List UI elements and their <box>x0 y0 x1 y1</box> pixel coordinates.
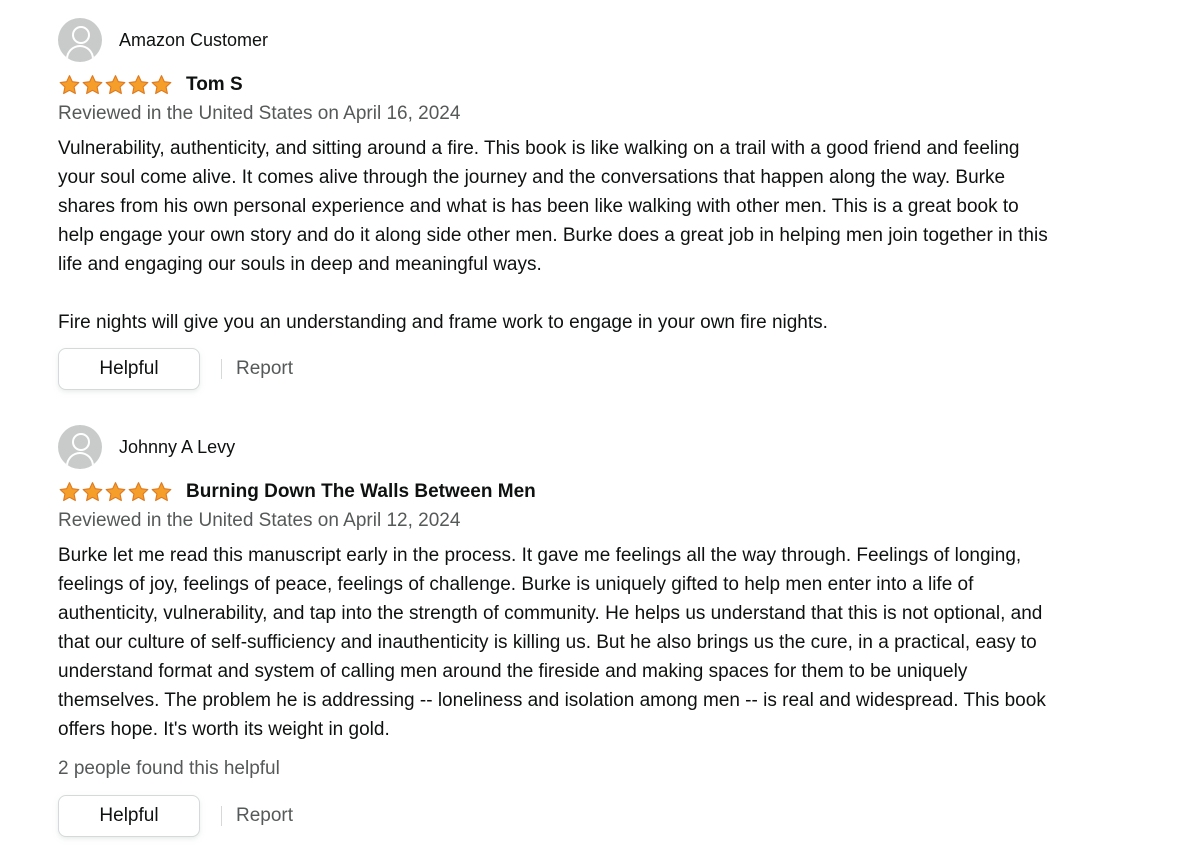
star-icon <box>150 74 173 96</box>
review-paragraph: Fire nights will give you an understanding and frame work to engage in your own fire nights. <box>58 312 828 333</box>
review-paragraph: Vulnerability, authenticity, and sitting around a fire. This book is like walking on a trail with a good friend and feeling your soul come alive. It comes alive through the journey and the conversations that happen along the way. Burke shares from his own personal experience and what is has been like walking with other men. This is a great book to help engage your own story and do it along side other men. Burke does a great job in helping men join together in this life and engaging our souls in deep and meaningful ways. <box>58 138 1048 275</box>
review-title-row <box>58 70 1058 100</box>
reviewer-name[interactable]: Amazon Customer <box>119 29 269 50</box>
star-icon <box>127 481 150 503</box>
report-link[interactable]: Report <box>236 805 294 826</box>
review-actions <box>58 348 1058 390</box>
review-body <box>58 134 1058 337</box>
review-paragraph: Burke let me read this manuscript early in the process. It gave me feelings all the way through. Feelings of longing, feelings of joy, feelings of peace, feelings of challenge. Burke is uniquely gifted to help men enter into a life of authenticity, vulnerability, and tap into the strength of community. He helps us understand that this is not optional, and that our culture of self-sufficiency and inauthenticity is killing us. But he also brings us the cure, in a practical, easy to understand format and system of calling men around the fireside and making spaces for them to be uniquely themselves. The problem he is addressing -- loneliness and isolation among men -- is real and widespread. This book offers hope. It's worth its weight in gold. <box>58 545 1046 740</box>
helpful-button[interactable]: Helpful <box>58 348 200 390</box>
review-date: Reviewed in the United States on April 12, 2024 <box>58 510 461 531</box>
report-link[interactable]: Report <box>236 358 294 379</box>
star-icon <box>104 74 127 96</box>
star-icon <box>104 481 127 503</box>
star-icon <box>150 481 173 503</box>
star-icon <box>58 74 81 96</box>
reviewer-name[interactable]: Johnny A Levy <box>119 436 236 457</box>
star-rating[interactable] <box>58 74 174 96</box>
star-icon <box>127 74 150 96</box>
review-title[interactable]: Burning Down The Walls Between Men <box>186 481 536 502</box>
helpful-count: 2 people found this helpful <box>58 758 280 779</box>
action-divider <box>221 806 222 826</box>
avatar-icon <box>58 18 102 62</box>
action-divider <box>221 359 222 379</box>
star-icon <box>58 481 81 503</box>
review-actions <box>58 795 1058 837</box>
star-icon <box>81 481 104 503</box>
reviewer-profile[interactable] <box>58 425 1058 469</box>
avatar-icon <box>58 425 102 469</box>
helpful-button[interactable]: Helpful <box>58 795 200 837</box>
reviewer-profile[interactable] <box>58 18 1058 62</box>
star-rating[interactable] <box>58 481 174 503</box>
review-title[interactable]: Tom S <box>186 74 243 95</box>
review-card <box>58 18 1058 390</box>
star-icon <box>81 74 104 96</box>
review-card <box>58 425 1058 837</box>
review-date: Reviewed in the United States on April 16, 2024 <box>58 103 461 124</box>
review-body <box>58 541 1058 744</box>
review-title-row <box>58 477 1058 507</box>
